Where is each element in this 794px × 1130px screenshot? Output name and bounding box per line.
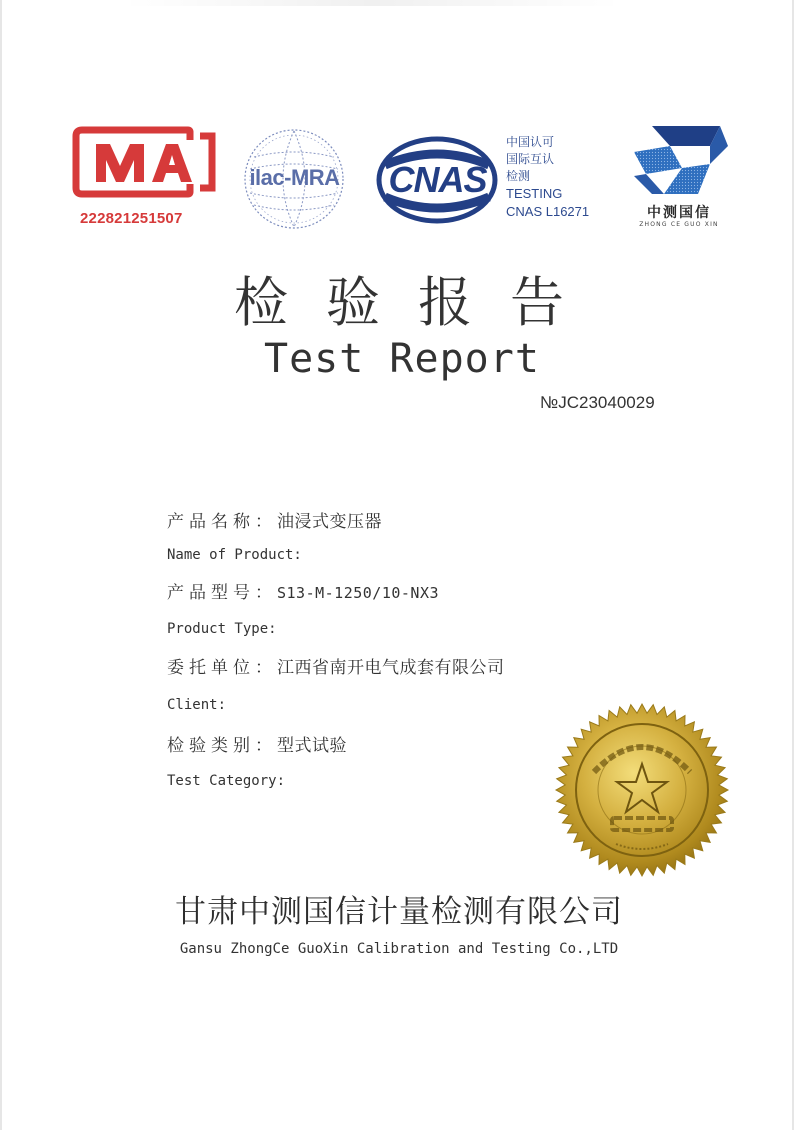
product-type-value: S13-M-1250/10-NX3	[277, 584, 440, 602]
test-category-field	[167, 731, 347, 756]
cma-number: 222821251507	[80, 210, 183, 227]
ilac-mra-logo	[242, 127, 347, 232]
test-category-label-en: Test Category:	[167, 773, 286, 789]
zhongce-guoxin-logo	[624, 124, 734, 229]
test-category-value: 型式试验	[277, 736, 347, 756]
zcgx-name-cn: 中测国信	[647, 205, 711, 221]
product-name-field	[167, 507, 382, 532]
product-name-label-en: Name of Product:	[167, 547, 302, 563]
cnas-info-line: 中国认可	[506, 135, 555, 149]
product-name-label: 产品名称：	[167, 512, 277, 532]
cma-mark-icon	[72, 126, 217, 211]
cnas-info-line: 国际互认	[506, 152, 555, 166]
seal-star-icon	[554, 702, 730, 878]
cnas-accreditation-info	[506, 134, 616, 221]
cnas-info-line: TESTING	[506, 186, 563, 201]
report-number: №JC23040029	[540, 393, 655, 412]
cma-logo	[72, 126, 217, 231]
company-name-cn: 甘肃中测国信计量检测有限公司	[175, 894, 623, 930]
company-name-en: Gansu ZhongCe GuoXin Calibration and Testing Co.,LTD	[179, 941, 619, 957]
cnas-mark-text: CNAS	[388, 159, 487, 200]
client-field	[167, 653, 505, 678]
cnas-logo	[375, 135, 500, 225]
product-type-field	[167, 578, 439, 603]
scan-shadow	[122, 0, 622, 6]
test-category-label: 检验类别：	[167, 736, 277, 756]
gold-seal	[554, 702, 730, 878]
client-value: 江西省南开电气成套有限公司	[277, 658, 505, 678]
zcgx-cube-icon	[624, 124, 734, 200]
client-label-en: Client:	[167, 697, 227, 713]
cnas-info-line: CNAS L16271	[506, 204, 590, 219]
product-name-value: 油浸式变压器	[277, 512, 382, 532]
report-title-en: Test Report	[264, 336, 540, 382]
product-type-label-en: Product Type:	[167, 621, 277, 637]
zcgx-name-en: ZHONG CE GUO XIN	[639, 221, 719, 228]
report-title-cn: 检验报告	[234, 271, 602, 334]
client-label: 委托单位：	[167, 658, 277, 678]
cnas-info-line: 检测	[506, 169, 531, 183]
product-type-label: 产品型号：	[167, 583, 277, 603]
ilac-mra-text: ilac-MRA	[249, 165, 340, 190]
